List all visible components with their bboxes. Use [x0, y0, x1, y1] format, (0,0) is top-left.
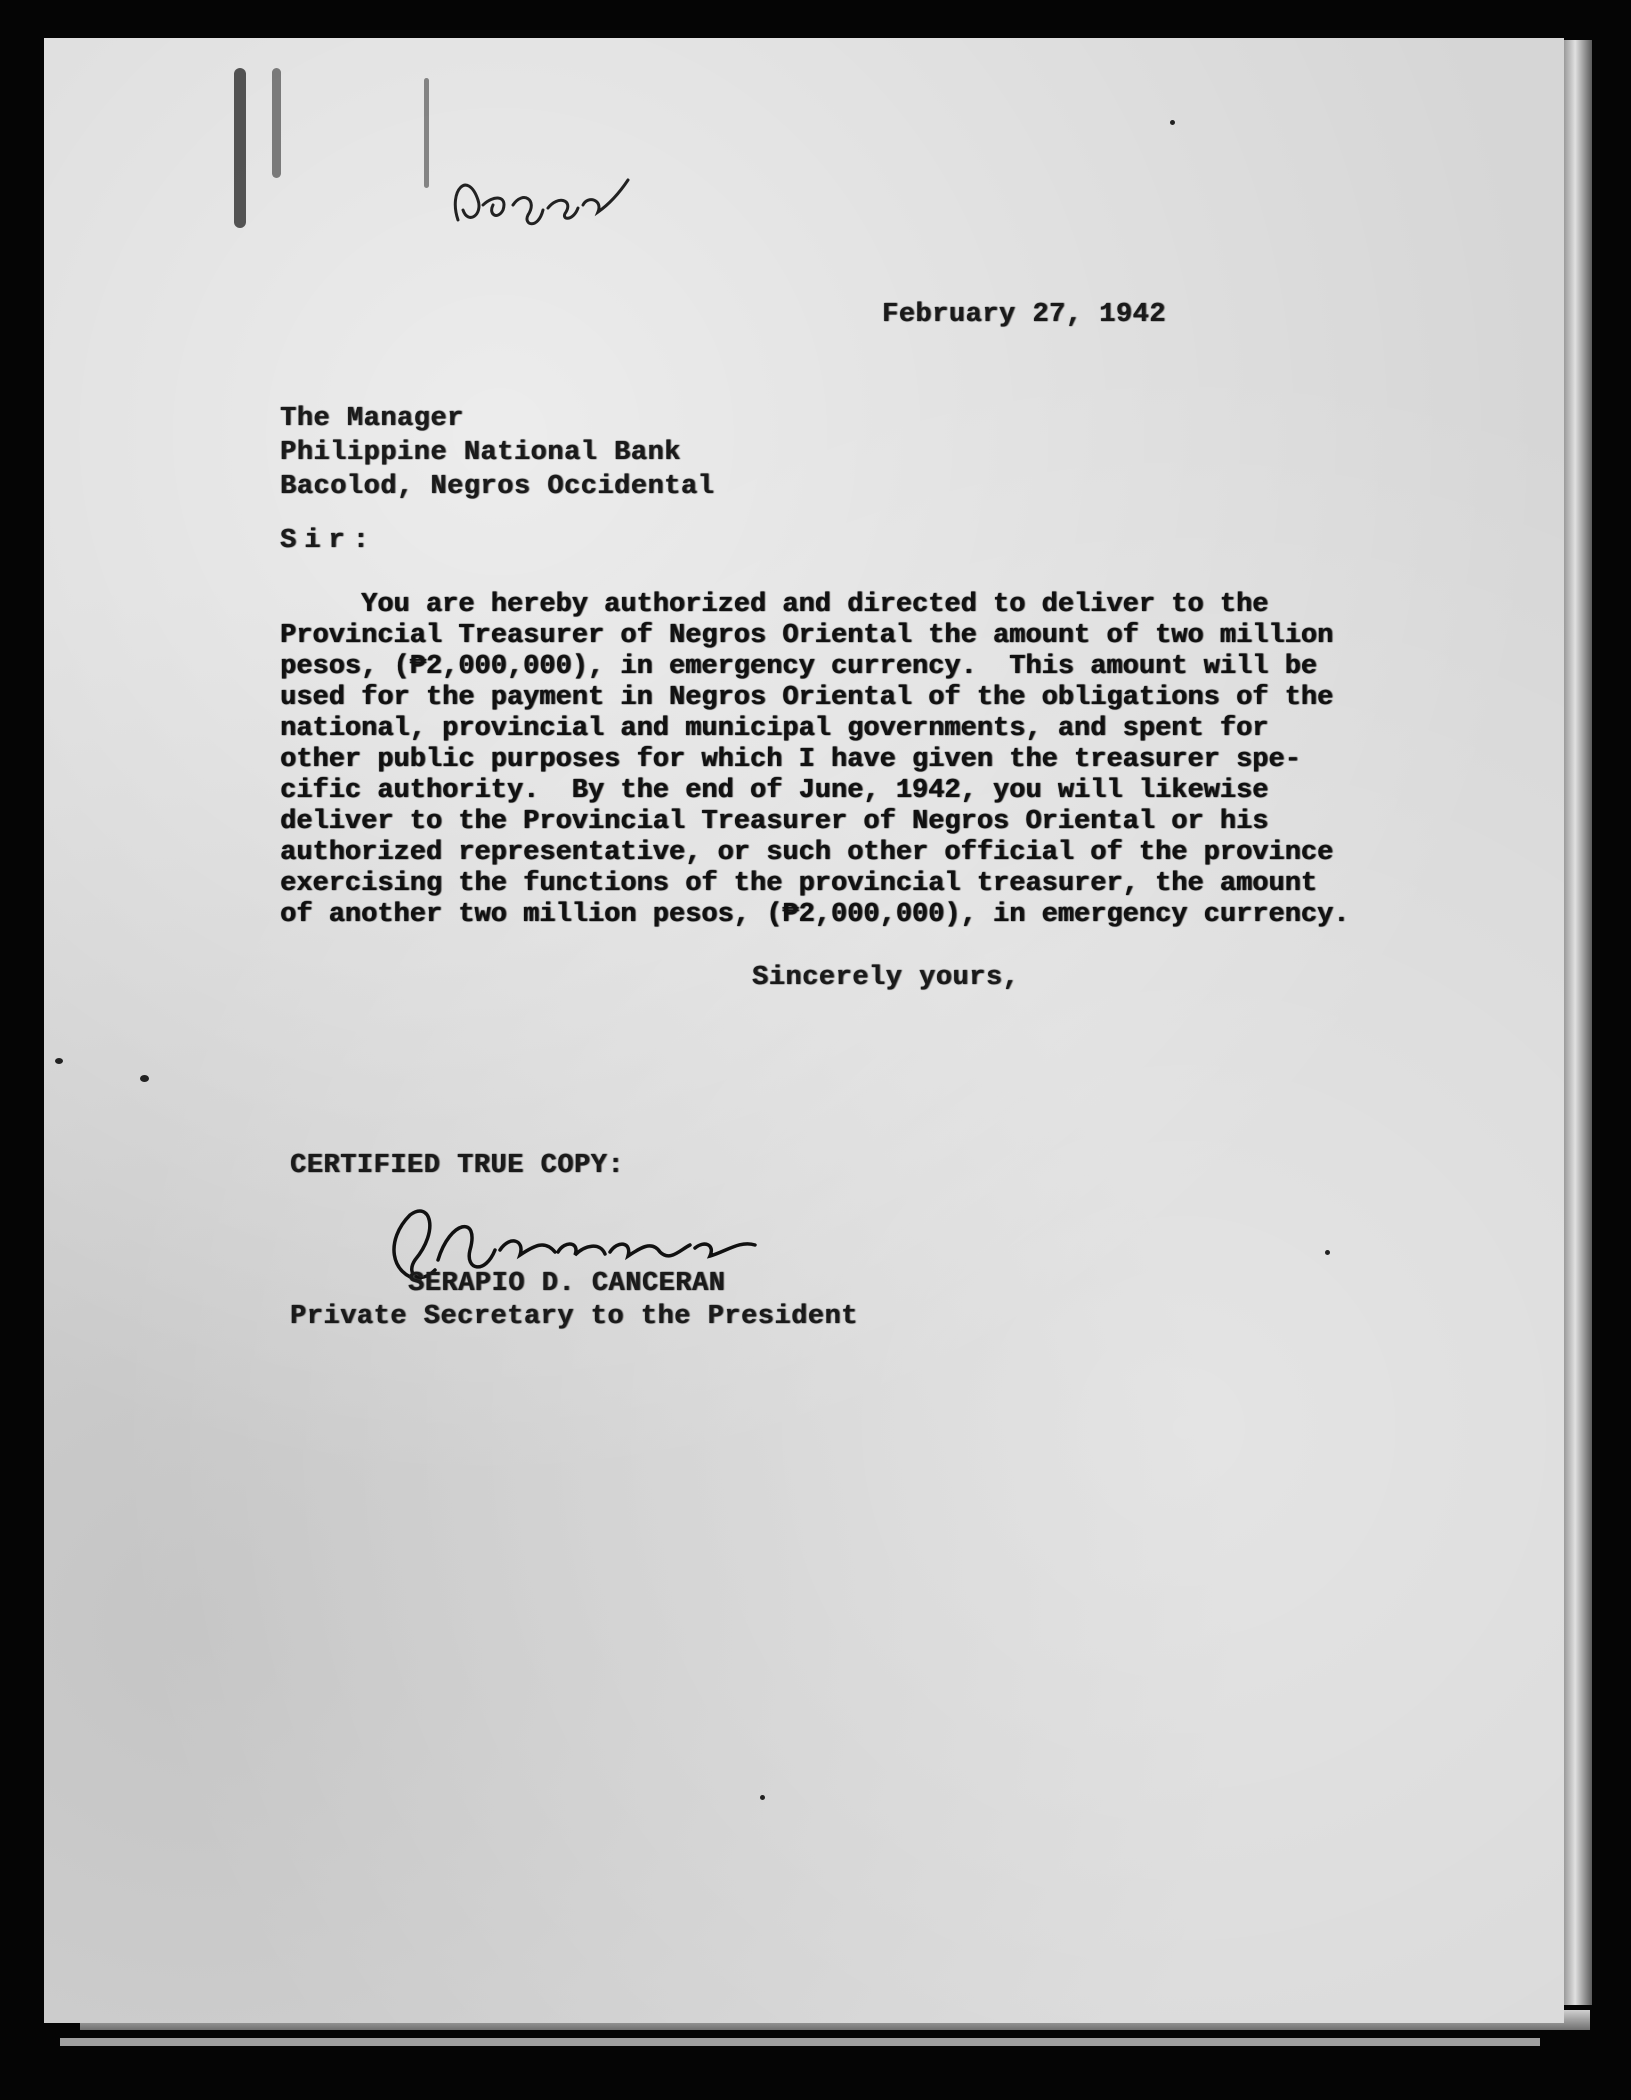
body-line: cific authority. By the end of June, 1942, you will likewise: [280, 776, 1269, 806]
body-line: other public purposes for which I have given the treasurer spe-: [280, 745, 1301, 775]
scan-speck: [55, 1058, 63, 1064]
scan-speck: [1170, 120, 1175, 125]
signer-title: Private Secretary to the President: [290, 1302, 858, 1332]
salutation: Sir:: [280, 526, 377, 556]
letter-date: February 27, 1942: [882, 300, 1166, 330]
closing: Sincerely yours,: [752, 963, 1020, 993]
body-line: Provincial Treasurer of Negros Oriental the amount of two million: [280, 621, 1334, 651]
handwritten-annotation: [438, 150, 638, 240]
body-line: national, provincial and municipal governments, and spent for: [280, 714, 1269, 744]
body-line: used for the payment in Negros Oriental of the obligations of the: [280, 683, 1334, 713]
pencil-mark: [424, 78, 429, 188]
recipient-title: The Manager: [280, 404, 464, 434]
paper-edge-right: [1564, 40, 1592, 2005]
body-line: You are hereby authorized and directed to deliver to the: [280, 590, 1269, 620]
body-line: authorized representative, or such other official of the province: [280, 838, 1334, 868]
body-line: of another two million pesos, (₱2,000,000), in emergency currency.: [280, 900, 1350, 930]
recipient-bank: Philippine National Bank: [280, 438, 681, 468]
body-line: exercising the functions of the provincial treasurer, the amount: [280, 869, 1317, 899]
signer-name: SERAPIO D. CANCERAN: [408, 1269, 726, 1299]
letter-body: [280, 590, 1350, 931]
scan-speck: [760, 1795, 765, 1800]
body-line: deliver to the Provincial Treasurer of Negros Oriental or his: [280, 807, 1269, 837]
body-line: pesos, (₱2,000,000), in emergency currency. This amount will be: [280, 652, 1317, 682]
staple-mark: [234, 68, 246, 228]
scan-speck: [1325, 1250, 1330, 1255]
scan-speck: [140, 1075, 149, 1082]
letter-page: [44, 38, 1564, 2023]
paper-edge-bottom-lower: [60, 2038, 1540, 2046]
staple-mark: [272, 68, 281, 178]
recipient-location: Bacolod, Negros Occidental: [280, 472, 715, 502]
certification-label: CERTIFIED TRUE COPY:: [290, 1151, 625, 1181]
